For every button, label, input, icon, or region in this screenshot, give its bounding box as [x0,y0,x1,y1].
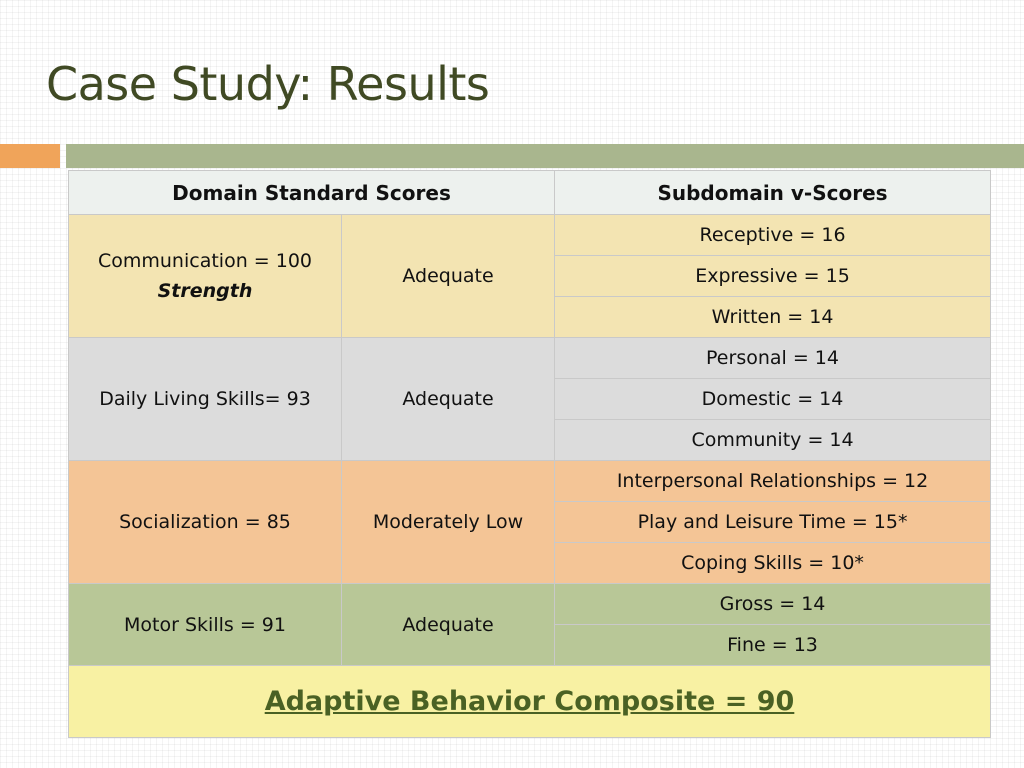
rating-socialization: Moderately Low [342,461,555,584]
table-row [69,461,991,502]
slide-title: Case Study: Results [46,57,490,111]
table-row [69,338,991,379]
subdomain-cell: Receptive = 16 [555,215,991,256]
rating-motor-skills: Adequate [342,584,555,666]
subdomain-cell: Written = 14 [555,297,991,338]
domain-name: Communication = 100 [97,250,313,272]
results-table [68,170,991,738]
subdomain-cell: Coping Skills = 10* [555,543,991,584]
subdomain-cell: Fine = 13 [555,625,991,666]
domain-socialization: Socialization = 85 [69,461,342,584]
domain-communication [69,215,342,338]
rating-communication: Adequate [342,215,555,338]
table-header-row [69,171,991,215]
table-row [69,215,991,256]
composite-score: Adaptive Behavior Composite = 90 [264,686,795,717]
header-domain-standard-scores: Domain Standard Scores [69,171,555,215]
composite-row [69,666,991,738]
rating-daily-living: Adequate [342,338,555,461]
composite-cell [69,666,991,738]
subdomain-cell: Community = 14 [555,420,991,461]
subdomain-cell: Gross = 14 [555,584,991,625]
accent-bar-orange [0,144,60,168]
subdomain-cell: Domestic = 14 [555,379,991,420]
subdomain-cell: Interpersonal Relationships = 12 [555,461,991,502]
subdomain-cell: Personal = 14 [555,338,991,379]
domain-note: Strength [157,280,253,302]
subdomain-cell: Expressive = 15 [555,256,991,297]
accent-bar-green [66,144,1024,168]
subdomain-cell: Play and Leisure Time = 15* [555,502,991,543]
header-subdomain-v-scores: Subdomain v-Scores [555,171,991,215]
table-row [69,584,991,625]
domain-motor-skills: Motor Skills = 91 [69,584,342,666]
domain-daily-living: Daily Living Skills= 93 [69,338,342,461]
